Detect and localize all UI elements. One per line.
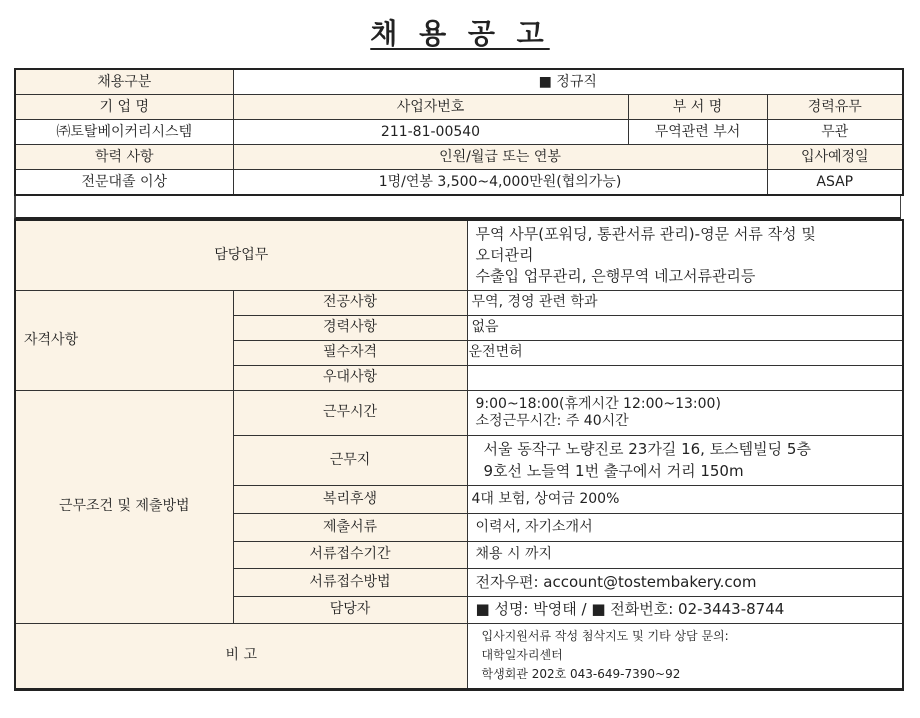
location-line: 서울 동작구 노량진로 23가길 16, 토스템빌딩 5층 — [483, 440, 811, 458]
qual-row-value: 무역, 경영 관련 학과 — [467, 290, 903, 315]
company-name-header: 기 업 명 — [15, 95, 233, 120]
location-label: 근무지 — [233, 435, 467, 485]
summary-table — [14, 68, 904, 196]
remarks-value — [467, 623, 903, 689]
spacer-row — [14, 196, 901, 219]
remarks-line: 학생회관 202호 043-649-7390~92 — [481, 667, 681, 681]
table-row — [15, 95, 903, 120]
duties-label: 담당업무 — [15, 220, 467, 290]
qual-row-label: 경력사항 — [233, 315, 467, 340]
work-hours-line: 소정근무시간: 주 40시간 — [475, 412, 629, 429]
salary-value: 1명/연봉 3,500~4,000만원(협의가능) — [233, 170, 767, 196]
department-header: 부 서 명 — [628, 95, 767, 120]
qual-row-value — [467, 365, 903, 390]
table-row — [15, 220, 903, 290]
table-row — [15, 623, 903, 689]
qualifications-label: 자격사항 — [15, 290, 233, 390]
qual-row-label: 우대사항 — [233, 365, 467, 390]
table-row — [15, 170, 903, 196]
contact-value: ■ 성명: 박영태 / ■ 전화번호: 02-3443-8744 — [467, 596, 903, 623]
duties-value — [467, 220, 903, 290]
salary-header: 인원/월급 또는 연봉 — [233, 145, 767, 170]
location-line: 9호선 노들역 1번 출구에서 거리 150m — [483, 462, 744, 480]
department-value: 무역관련 부서 — [628, 120, 767, 145]
duties-line: 오더관리 — [475, 245, 534, 264]
business-number-value: 211-81-00540 — [233, 120, 628, 145]
table-row — [15, 69, 903, 95]
table-row — [15, 145, 903, 170]
duties-line: 수출입 업무관리, 은행무역 네고서류관리등 — [475, 266, 756, 285]
conditions-label: 근무조건 및 제출방법 — [15, 390, 233, 623]
method-value: 전자우편: account@tostembakery.com — [467, 568, 903, 596]
contact-label: 담당자 — [233, 596, 467, 623]
employment-type-label: 채용구분 — [15, 69, 233, 95]
employment-type-value: ■ 정규직 — [233, 69, 903, 95]
qual-row-label: 필수자격 — [233, 340, 467, 365]
duties-line: 무역 사무(포워딩, 통관서류 관리)-영문 서류 작성 및 — [475, 224, 816, 243]
work-hours-line: 9:00~18:00(휴게시간 12:00~13:00) — [475, 395, 721, 412]
qual-row-value: 없음 — [467, 315, 903, 340]
experience-value: 무관 — [767, 120, 903, 145]
method-label: 서류접수방법 — [233, 568, 467, 596]
remarks-line: 대학일자리센터 — [481, 648, 563, 662]
documents-value: 이력서, 자기소개서 — [467, 513, 903, 541]
period-value: 채용 시 까지 — [467, 541, 903, 568]
table-row — [15, 120, 903, 145]
start-date-value: ASAP — [767, 170, 903, 196]
documents-label: 제출서류 — [233, 513, 467, 541]
table-row — [15, 390, 903, 435]
start-date-header: 입사예정일 — [767, 145, 903, 170]
remarks-line: 입사지원서류 작성 첨삭지도 및 기타 상담 문의: — [481, 629, 729, 643]
period-label: 서류접수기간 — [233, 541, 467, 568]
business-number-header: 사업자번호 — [233, 95, 628, 120]
page-title — [0, 12, 920, 52]
company-name-value: ㈜토탈베이커리시스템 — [15, 120, 233, 145]
location-value — [467, 435, 903, 485]
education-value: 전문대졸 이상 — [15, 170, 233, 196]
qual-row-value: 운전면허 — [467, 340, 903, 365]
benefits-label: 복리후생 — [233, 485, 467, 513]
table-row — [15, 290, 903, 315]
page-title-text: 채 용 공 고 — [370, 17, 550, 50]
education-header: 학력 사항 — [15, 145, 233, 170]
benefits-value: 4대 보험, 상여금 200% — [467, 485, 903, 513]
experience-header: 경력유무 — [767, 95, 903, 120]
remarks-label: 비 고 — [15, 623, 467, 689]
work-hours-label: 근무시간 — [233, 390, 467, 435]
details-table — [14, 219, 904, 691]
work-hours-value — [467, 390, 903, 435]
qual-row-label: 전공사항 — [233, 290, 467, 315]
